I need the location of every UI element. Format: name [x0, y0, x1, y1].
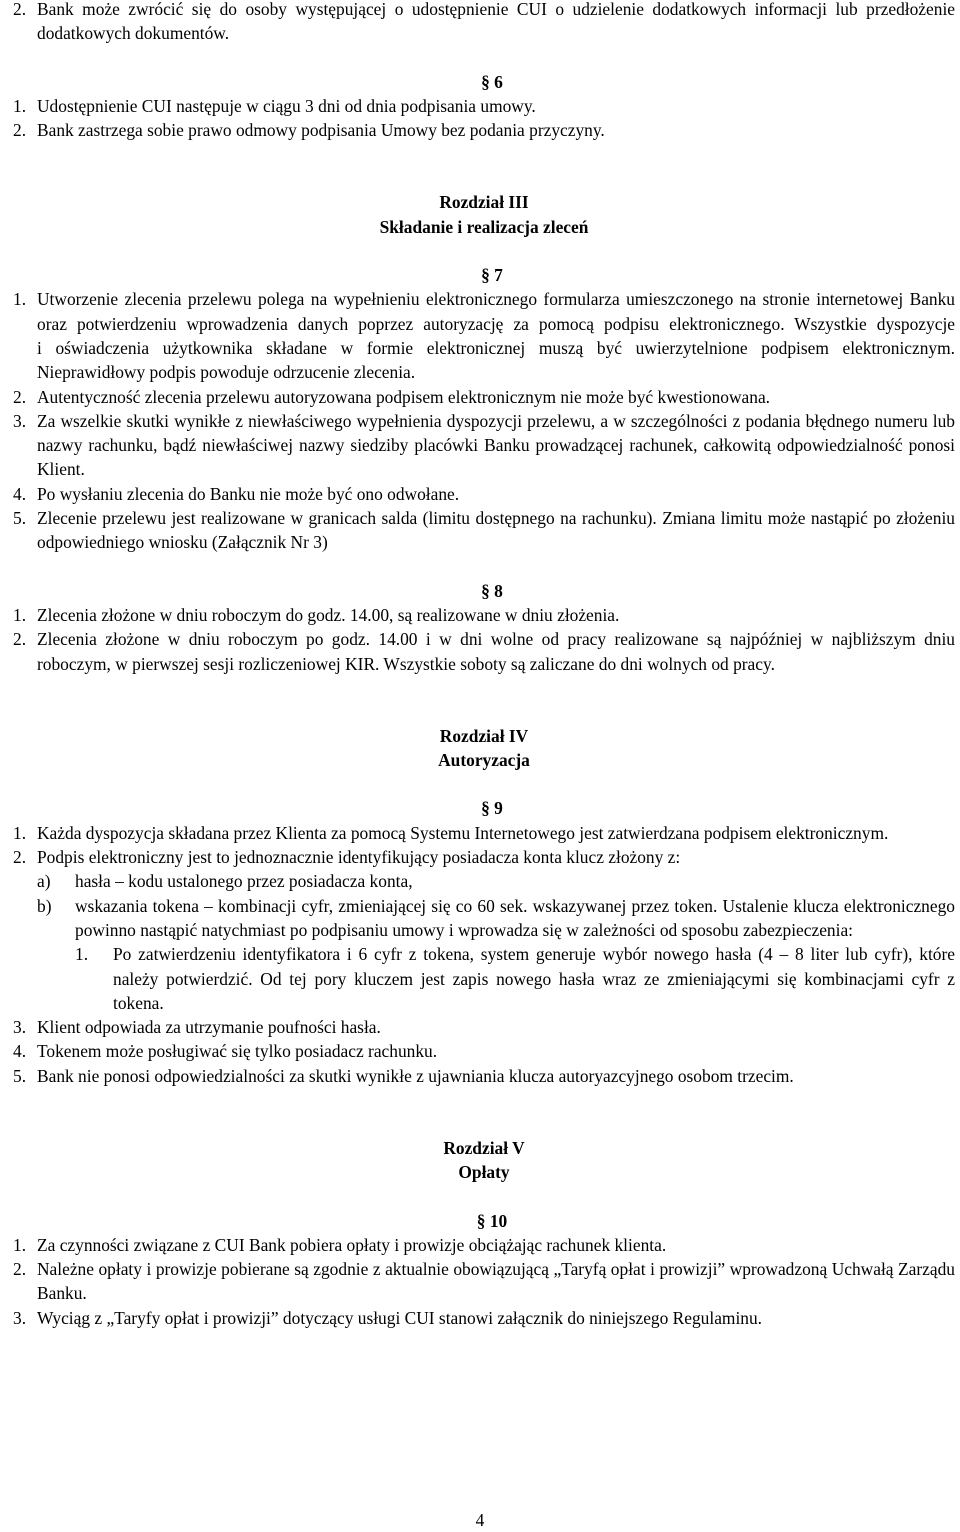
item-number: 3. [13, 410, 27, 431]
item-text-continuation: i oświadczenia użytkownika składane w formie elektronicznej muszą być uwierzytelnione podpisem elektronicznym. Nieprawidłowy podpis powoduje odrzucenie zlecenia. [37, 337, 955, 383]
item-text: Klient odpowiada za utrzymanie poufności hasła. [37, 1017, 381, 1038]
list-item [13, 409, 955, 482]
item-number: 5. [13, 1065, 27, 1086]
paragraph-heading: § 6 [481, 71, 503, 92]
chapter-title: Rozdział V [443, 1137, 525, 1158]
item-text: Każda dyspozycja składana przez Klienta za pomocą Systemu Internetowego jest zatwierdzana podpisem elektronicznym. [37, 822, 889, 843]
item-text: Bank zastrzega sobie prawo odmowy podpisania Umowy bez podania przyczyny. [37, 120, 605, 141]
list-item [13, 1064, 955, 1088]
item-text: Tokenem może posługiwać się tylko posiadacz rachunku. [37, 1041, 438, 1062]
list-item [13, 845, 955, 869]
item-number: 1. [13, 289, 27, 310]
item-text: Zlecenie przelewu jest realizowane w granicach salda (limitu dostępnego na rachunku). Zmiana limitu może nastąpić po złożeniu odpowiedniego wniosku (Załącznik Nr 3) [37, 508, 955, 553]
list-item [13, 287, 955, 384]
list-item [13, 1233, 955, 1257]
list-item [13, 1306, 955, 1330]
item-text: Wyciąg z „Taryfy opłat i prowizji” dotyczący usługi CUI stanowi załącznik do niniejszego Regulaminu. [37, 1307, 763, 1328]
item-letter: b) [37, 895, 52, 916]
item-text: Należne opłaty i prowizje pobierane są zgodnie z aktualnie obowiązującą „Taryfą opłat i prowizji” wprowadzoną Uchwałą Zarządu Banku. [37, 1259, 955, 1304]
item-number: 4. [13, 483, 27, 504]
list-item [13, 482, 955, 506]
item-text: hasła – kodu ustalonego przez posiadacza konta, [75, 871, 413, 892]
item-number: 4. [13, 1041, 27, 1062]
document-page [13, 0, 955, 1330]
item-text: Bank może zwrócić się do osoby występującej o udostępnienie CUI o udzielenie dodatkowych informacji lub przedłożenie dodatkowych dokumentów. [37, 0, 955, 44]
chapter-title: Rozdział III [439, 192, 529, 213]
chapter-subtitle: Składanie i realizacja zleceń [379, 216, 589, 237]
item-number: 1. [75, 944, 89, 965]
list-item [13, 1257, 955, 1306]
item-text: Za czynności związane z CUI Bank pobiera opłaty i prowizje obciążając rachunek klienta. [37, 1234, 667, 1255]
chapter-subtitle: Autoryzacja [438, 750, 530, 771]
paragraph-heading: § 10 [476, 1210, 508, 1231]
item-number: 1. [13, 95, 27, 116]
paragraph-heading: § 7 [481, 265, 503, 286]
list-item [13, 0, 955, 46]
item-number: 3. [13, 1307, 27, 1328]
item-number: 2. [13, 1259, 27, 1280]
chapter-subtitle: Opłaty [458, 1162, 510, 1183]
list-item [13, 1015, 955, 1039]
list-item [13, 1039, 955, 1063]
item-number: 2. [13, 847, 27, 868]
list-item [13, 627, 955, 676]
sub-list-item [13, 894, 955, 943]
item-number: 2. [13, 0, 27, 19]
list-item [13, 94, 955, 118]
list-item [13, 118, 955, 142]
paragraph-heading: § 9 [481, 798, 503, 819]
item-number: 3. [13, 1017, 27, 1038]
item-number: 2. [13, 386, 27, 407]
item-text: Utworzenie zlecenia przelewu polega na wypełnieniu elektronicznego formularza umieszczonego na stronie internetowej Banku oraz potwierdzeniu wprowadzenia danych poprzez autoryzację za pomocą podpisu elektronicznego. Wszystkie dyspozycje [37, 289, 955, 334]
item-text: Udostępnienie CUI następuje w ciągu 3 dni od dnia podpisania umowy. [37, 95, 536, 116]
chapter-title: Rozdział IV [439, 725, 529, 746]
item-letter: a) [37, 871, 51, 892]
item-text: Podpis elektroniczny jest to jednoznacznie identyfikujący posiadacza konta klucz złożony z: [37, 847, 681, 868]
item-text: Zlecenia złożone w dniu roboczym do godz. 14.00, są realizowane w dniu złożenia. [37, 604, 620, 625]
item-text: Po zatwierdzeniu identyfikatora i 6 cyfr z tokena, system generuje wybór nowego hasła (4 – 8 liter lub cyfr), które należy potwierdzić. Od tej pory kluczem jest zapis nowego hasła wraz ze zmieniającymi się kombinacjami cyfr z tokena. [113, 944, 955, 1013]
page-number: 4 [475, 1510, 485, 1530]
item-number: 5. [13, 508, 27, 529]
sub-sub-list-item [13, 942, 955, 1015]
item-text: Zlecenia złożone w dniu roboczym po godz. 14.00 i w dni wolne od pracy realizowane są najpóźniej w najbliższym dniu roboczym, w pierwszej sesji rozliczeniowej KIR. Wszystkie soboty są zaliczane do dni wolnych od pracy. [37, 629, 955, 674]
item-text: Bank nie ponosi odpowiedzialności za skutki wynikłe z ujawniania klucza autoryazcyjnego osobom trzecim. [37, 1065, 794, 1086]
paragraph-heading: § 8 [481, 580, 503, 601]
list-item [13, 385, 955, 409]
item-number: 2. [13, 629, 27, 650]
item-text: Za wszelkie skutki wynikłe z niewłaściwego wypełnienia dyspozycji przelewu, a w szczególności z podania błędnego numeru lub nazwy rachunku, bądź niewłaściwej nazwy siedziby placówki Banku prowadzącej rachunek, całkowitą odpowiedzialność ponosi Klient. [37, 410, 955, 480]
item-number: 2. [13, 120, 27, 141]
sub-list-item [13, 869, 955, 893]
item-text: Autentyczność zlecenia przelewu autoryzowana podpisem elektronicznym nie może być kwestionowana. [37, 386, 771, 407]
item-number: 1. [13, 1234, 27, 1255]
item-text: wskazania tokena – kombinacji cyfr, zmieniającej się co 60 sek. wskazywanej przez token. Ustalenie klucza elektronicznego powinno nastąpić natychmiast po podpisaniu umowy i wprowadza się w zależności od sposobu zabezpieczenia: [75, 895, 955, 940]
list-item [13, 506, 955, 555]
item-text: Po wysłaniu zlecenia do Banku nie może być ono odwołane. [37, 483, 460, 504]
list-item [13, 603, 955, 627]
item-number: 1. [13, 822, 27, 843]
list-item [13, 821, 955, 845]
item-number: 1. [13, 604, 27, 625]
